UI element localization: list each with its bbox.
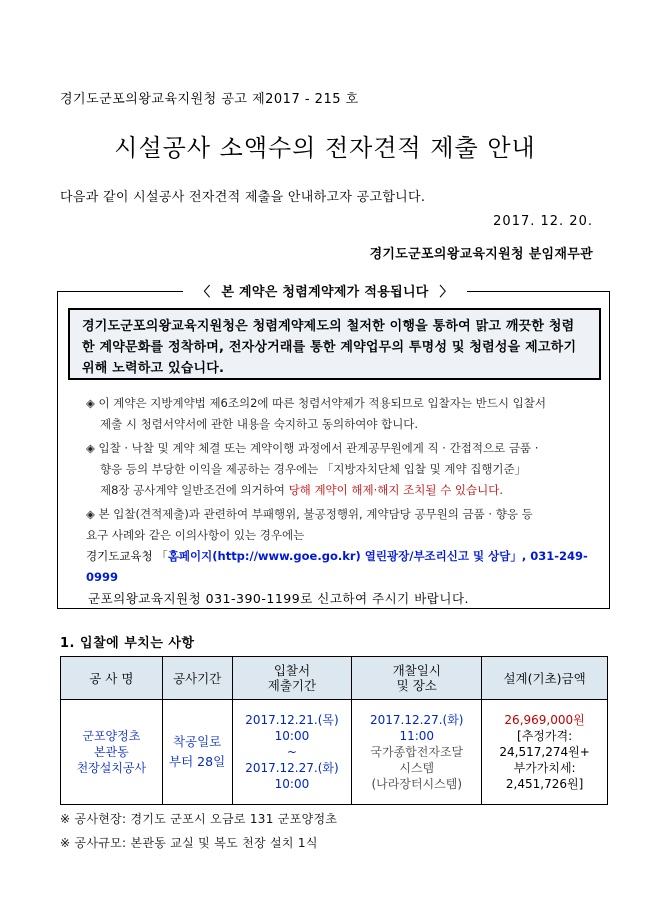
notice-bullets	[86, 393, 596, 609]
integrity-title-text: 본 계약은 청렴계약제가 적용됩니다	[221, 285, 429, 300]
bid-table	[60, 656, 608, 805]
note-scale: ※ 공사규모: 본관동 교실 및 복도 천장 설치 1식	[60, 836, 318, 850]
col-name: 공 사 명	[61, 657, 163, 700]
bullet-2	[86, 438, 596, 501]
contact-1-link[interactable]: 홈페이지(http://www.goe.go.kr) 열린광장/부조리신고 및 상담」, 031-249-0999	[86, 549, 588, 584]
note-site: ※ 공사현장: 경기도 군포시 오금로 131 군포양정초	[60, 812, 338, 826]
bid-table-header	[61, 657, 608, 700]
integrity-box-title	[0, 281, 650, 300]
cell-submit: 2017.12.21.(목) 10:00 ~ 2017.12.27.(화) 10:00	[232, 700, 352, 805]
section-1-heading: 1. 입찰에 부치는 사항	[60, 636, 195, 651]
notice-number: 경기도군포의왕교육지원청 공고 제2017 - 215 호	[60, 92, 359, 107]
termination-warning: 당해 계약이 해제·해지 조치될 수 있습니다.	[288, 483, 504, 497]
col-opening: 개찰일시 및 장소	[352, 657, 482, 700]
contact-1-prefix: 경기도교육청 「	[86, 549, 168, 563]
bracket-open: 〈	[197, 285, 211, 300]
bullet-3-line2: 요구 사례와 같은 이의사항이 있는 경우에는	[86, 528, 305, 542]
bullet-2-line1: ◈ 입찰 · 낙찰 및 계약 체결 또는 계약이행 과정에서 관계공무원에게 직 · 간접적으로 금품 ·	[86, 441, 539, 455]
page-title: 시설공사 소액수의 전자견적 제출 안내	[114, 134, 536, 162]
col-submit: 입찰서 제출기간	[232, 657, 352, 700]
ethics-statement: 경기도군포의왕교육지원청은 청렴계약제도의 철저한 이행을 통하여 맑고 깨끗한 청렴한 계약문화를 정착하며, 전자상거래를 통한 계약업무의 투명성 및 청렴성을 제고하기 위해 노력하고 있습니다.	[68, 308, 601, 380]
cell-opening: 2017.12.27.(화) 11:00 국가종합전자조달 시스템 (나라장터시스템)	[352, 700, 482, 805]
bullet-2-line2: 향응 등의 부당한 이익을 제공하는 경우에는 「지방자치단체 입찰 및 계약 집행기준」	[100, 462, 527, 476]
col-period: 공사기간	[162, 657, 232, 700]
bullet-1	[86, 393, 596, 435]
col-amount: 설계(기초)금액	[482, 657, 608, 700]
bullet-1-line1: ◈ 이 계약은 지방계약법 제6조의2에 따른 청렴서약제가 적용되므로 입찰자는 반드시 입찰서	[86, 396, 546, 410]
notice-date: 2017. 12. 20.	[493, 214, 593, 229]
bracket-close: 〉	[439, 285, 453, 300]
bullet-2-line3: 제8장 공사계약 일반조건에 의거하여	[100, 483, 289, 497]
bullet-1-line2: 제출 시 청렴서약서에 관한 내용을 숙지하고 동의하여야 합니다.	[100, 417, 419, 431]
cell-name: 군포양정초 본관동 천장설치공사	[61, 700, 163, 805]
issuer: 경기도군포의왕교육지원청 분임재무관	[369, 247, 593, 262]
cell-amount: 26,969,000원 [추정가격: 24,517,274원+ 부가가치세: 2,451,726원]	[482, 700, 608, 805]
cell-period: 착공일로 부터 28일	[162, 700, 232, 805]
intro-text: 다음과 같이 시설공사 전자견적 제출을 안내하고자 공고합니다.	[60, 190, 426, 205]
table-row	[61, 700, 608, 805]
bullet-3-line1: ◈ 본 입찰(견적제출)과 관련하여 부패행위, 불공정행위, 계약담당 공무원의 금품 · 향응 등	[86, 507, 533, 521]
contact-2: 군포의왕교육지원청 031-390-1199로 신고하여 주시기 바랍니다.	[88, 591, 469, 606]
bullet-3	[86, 504, 596, 609]
